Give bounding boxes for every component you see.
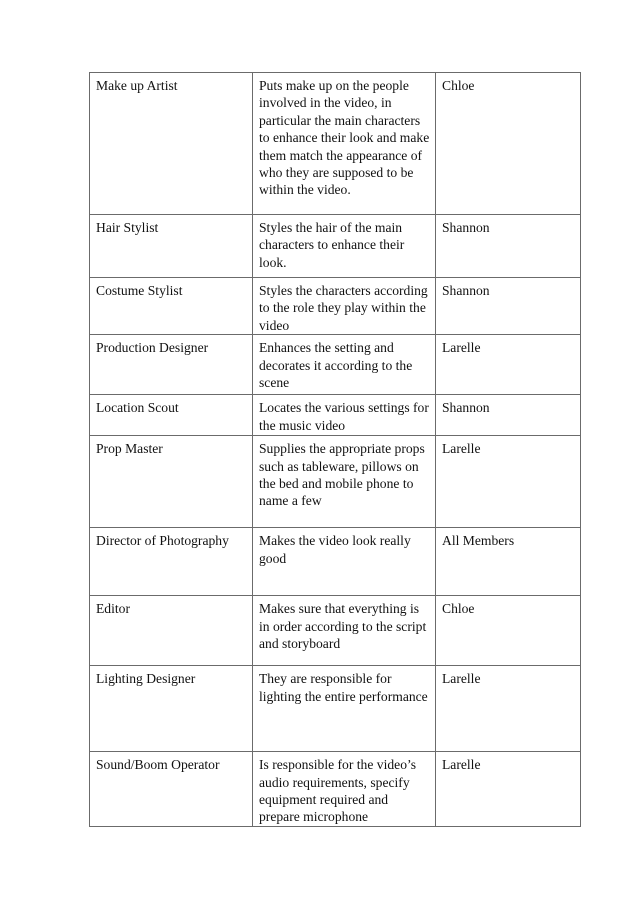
table-row bbox=[90, 752, 581, 827]
role-cell: Prop Master bbox=[90, 436, 253, 528]
table-row bbox=[90, 596, 581, 666]
member-cell: Chloe bbox=[436, 73, 581, 215]
role-cell: Lighting Designer bbox=[90, 666, 253, 752]
description-cell: Puts make up on the people involved in the video, in particular the main characters to enhance their look and make them match the appearance of who they are supposed to be within the video. bbox=[253, 73, 436, 215]
table-row bbox=[90, 395, 581, 436]
role-cell: Sound/Boom Operator bbox=[90, 752, 253, 827]
table-row bbox=[90, 666, 581, 752]
table-row bbox=[90, 73, 581, 215]
table-row bbox=[90, 278, 581, 335]
role-cell: Location Scout bbox=[90, 395, 253, 436]
role-cell: Production Designer bbox=[90, 335, 253, 395]
member-cell: Larelle bbox=[436, 335, 581, 395]
member-cell: Chloe bbox=[436, 596, 581, 666]
member-cell: Larelle bbox=[436, 666, 581, 752]
description-cell: Makes the video look really good bbox=[253, 528, 436, 596]
member-cell: Larelle bbox=[436, 752, 581, 827]
table-row bbox=[90, 335, 581, 395]
member-cell: All Members bbox=[436, 528, 581, 596]
member-cell: Shannon bbox=[436, 395, 581, 436]
member-cell: Shannon bbox=[436, 278, 581, 335]
table-row bbox=[90, 215, 581, 278]
role-cell: Make up Artist bbox=[90, 73, 253, 215]
role-cell: Hair Stylist bbox=[90, 215, 253, 278]
member-cell: Shannon bbox=[436, 215, 581, 278]
description-cell: Enhances the setting and decorates it according to the scene bbox=[253, 335, 436, 395]
roles-table bbox=[89, 72, 581, 827]
role-cell: Director of Photography bbox=[90, 528, 253, 596]
description-cell: Styles the hair of the main characters to enhance their look. bbox=[253, 215, 436, 278]
role-cell: Costume Stylist bbox=[90, 278, 253, 335]
role-cell: Editor bbox=[90, 596, 253, 666]
description-cell: They are responsible for lighting the entire performance bbox=[253, 666, 436, 752]
description-cell: Locates the various settings for the music video bbox=[253, 395, 436, 436]
table-row bbox=[90, 436, 581, 528]
description-cell: Is responsible for the video’s audio requirements, specify equipment required and prepare microphone bbox=[253, 752, 436, 827]
description-cell: Supplies the appropriate props such as tableware, pillows on the bed and mobile phone to name a few bbox=[253, 436, 436, 528]
table-row bbox=[90, 528, 581, 596]
description-cell: Styles the characters according to the role they play within the video bbox=[253, 278, 436, 335]
member-cell: Larelle bbox=[436, 436, 581, 528]
description-cell: Makes sure that everything is in order according to the script and storyboard bbox=[253, 596, 436, 666]
